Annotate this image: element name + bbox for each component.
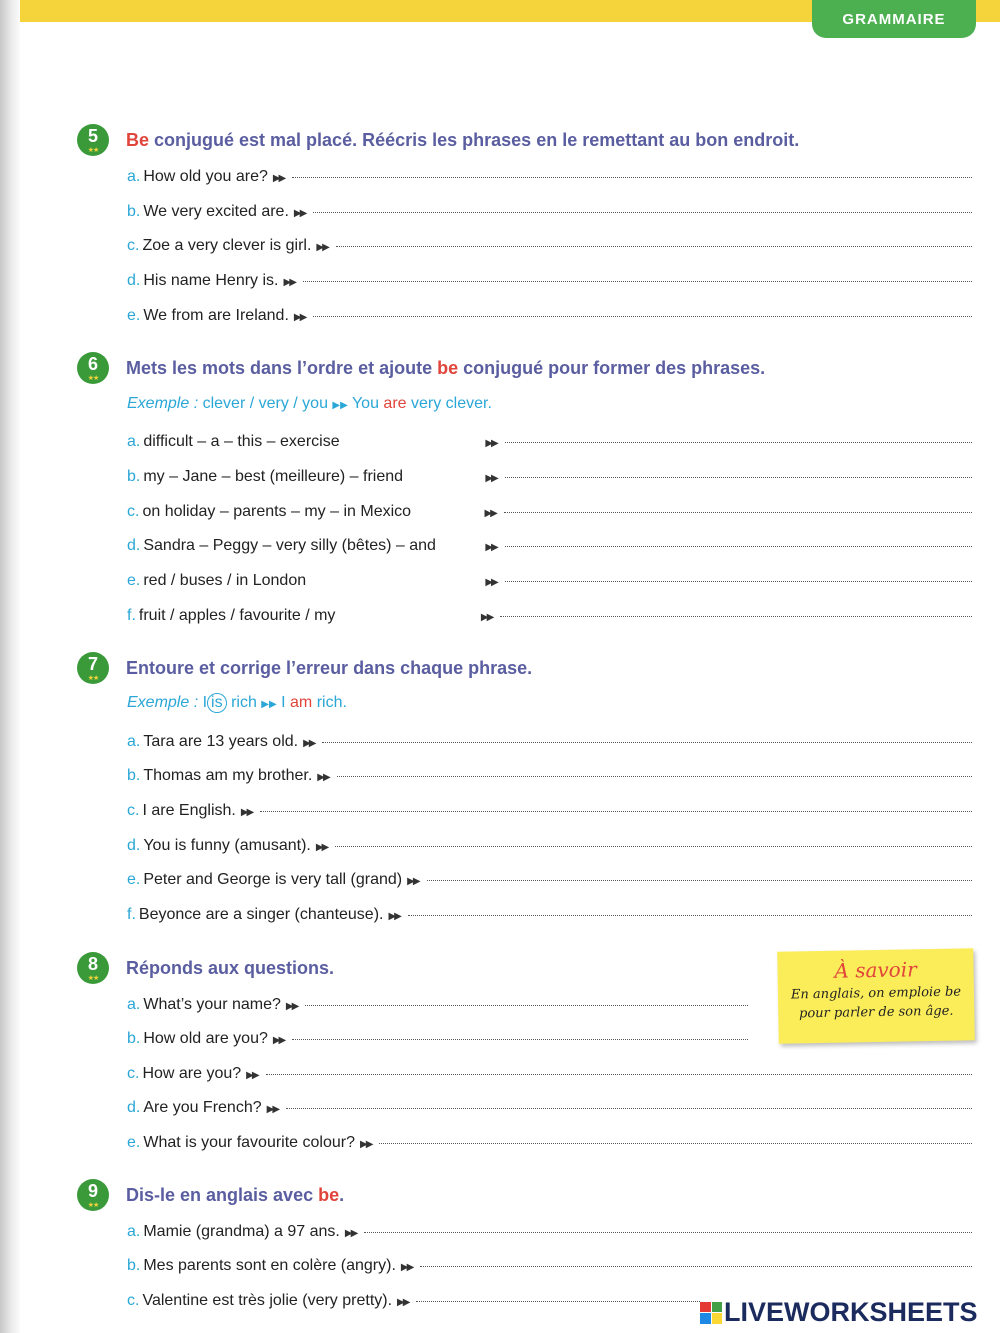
answer-row[interactable]: b. How old are you? ▶▶ — [127, 1030, 748, 1048]
arrow-icon: ▶▶ — [485, 542, 497, 553]
arrow-icon: ▶▶ — [397, 1297, 409, 1308]
arrow-icon: ▶▶ — [293, 312, 306, 323]
answer-row[interactable]: e. We from are Ireland. ▶▶ — [127, 307, 972, 325]
answer-line — [335, 846, 972, 847]
arrow-icon: ▶▶ — [266, 1104, 279, 1115]
arrow-icon: ▶▶ — [316, 242, 328, 253]
exercise-title: Réponds aux questions. — [126, 957, 335, 978]
exercise-title: Entoure et corrige l’erreur dans chaque phrase. — [126, 657, 533, 678]
arrow-icon: ▶▶ — [400, 1262, 413, 1273]
arrow-icon: ▶▶ — [360, 1139, 372, 1150]
answer-line — [292, 1039, 748, 1040]
answer-line — [427, 880, 972, 881]
answer-line — [286, 1108, 972, 1109]
answer-line — [305, 1005, 748, 1006]
difficulty-stars-icon: ★★ — [87, 375, 99, 382]
answer-line — [266, 1074, 972, 1075]
arrow-icon: ▶▶ — [480, 612, 493, 623]
difficulty-stars-icon: ★★ — [87, 1202, 99, 1209]
answer-row[interactable]: a. Tara are 13 years old. ▶▶ — [127, 733, 972, 751]
answer-row[interactable]: c. I are English. ▶▶ — [127, 802, 972, 820]
answer-row[interactable]: c. on holiday – parents – my – in Mexico ▶▶ — [127, 503, 972, 521]
difficulty-stars-icon: ★★ — [87, 975, 99, 982]
arrow-icon: ▶▶ — [317, 772, 329, 783]
exercise-9-header — [77, 1179, 344, 1211]
exercise-6-header — [77, 352, 765, 384]
answer-line — [500, 616, 972, 617]
answer-row[interactable]: e. red / buses / in London ▶▶ — [127, 572, 972, 590]
exercise-example: Exemple : I is rich ▶▶ I am rich. — [127, 694, 347, 711]
answer-row[interactable]: e. Peter and George is very tall (grand) ▶▶ — [127, 871, 972, 889]
arrow-icon: ▶▶ — [315, 842, 328, 853]
answer-line — [505, 546, 972, 547]
exercise-title: Mets les mots dans l’ordre et ajoute be conjugué pour former des phrases. — [126, 357, 766, 378]
arrow-icon: ▶▶ — [344, 1228, 357, 1239]
answer-row[interactable]: a. difficult – a – this – exercise ▶▶ — [127, 433, 972, 451]
arrow-icon: ▶▶ — [272, 173, 285, 184]
answer-row[interactable]: a. Mamie (grandma) a 97 ans. ▶▶ — [127, 1223, 972, 1241]
arrow-icon: ▶▶ — [246, 1070, 258, 1081]
answer-row[interactable]: e. What is your favourite colour? ▶▶ — [127, 1134, 972, 1152]
answer-row[interactable]: c. Valentine est très jolie (very pretty). ▶▶ — [127, 1292, 700, 1310]
answer-line — [337, 776, 972, 777]
answer-row[interactable]: a. How old you are? ▶▶ — [127, 168, 972, 186]
answer-line — [322, 742, 972, 743]
exercise-number-badge: 6 ★★ — [77, 352, 109, 384]
answer-row[interactable]: b. Mes parents sont en colère (angry). ▶▶ — [127, 1257, 972, 1275]
note-title: À savoir — [834, 957, 917, 983]
answer-line — [408, 915, 972, 916]
exercise-example: Exemple : clever / very / you ▶▶ You are very clever. — [127, 395, 492, 412]
arrow-icon: ▶▶ — [484, 508, 496, 519]
answer-row[interactable]: d. Sandra – Peggy – very silly (bêtes) – and ▶▶ — [127, 537, 972, 555]
answer-line — [364, 1232, 972, 1233]
exercise-title: Dis-le en anglais avec be. — [126, 1184, 345, 1205]
arrow-icon: ▶▶ — [407, 876, 419, 887]
answer-row[interactable]: a. What’s your name? ▶▶ — [127, 996, 748, 1014]
answer-line — [505, 442, 972, 443]
arrow-icon: ▶▶ — [293, 208, 306, 219]
exercise-number-badge: 9 ★★ — [77, 1179, 109, 1211]
a-savoir-note — [777, 948, 975, 1043]
exercise-number-badge: 8 ★★ — [77, 952, 109, 984]
arrow-icon: ▶▶ — [485, 438, 497, 449]
arrow-icon: ▶▶ — [240, 807, 253, 818]
answer-row[interactable]: b. Thomas am my brother. ▶▶ — [127, 767, 972, 785]
answer-row[interactable]: d. You is funny (amusant). ▶▶ — [127, 837, 972, 855]
answer-line — [505, 581, 972, 582]
arrow-icon: ▶▶ — [485, 577, 497, 588]
answer-row[interactable]: b. my – Jane – best (meilleure) – friend ▶▶ — [127, 468, 972, 486]
arrow-icon: ▶▶ — [303, 738, 315, 749]
exercise-8-header — [77, 952, 334, 984]
exercise-number-badge: 7 ★★ — [77, 652, 109, 684]
answer-line — [336, 246, 972, 247]
exercise-7-header — [77, 652, 532, 684]
answer-line — [416, 1301, 700, 1302]
arrow-icon: ▶▶ — [485, 473, 497, 484]
answer-line — [292, 177, 972, 178]
answer-row[interactable]: f. fruit / apples / favourite / my ▶▶ — [127, 607, 972, 625]
exercise-title: Be conjugué est mal placé. Réécris les phrases en le remettant au bon endroit. — [126, 129, 800, 150]
answer-line — [260, 811, 972, 812]
answer-line — [303, 281, 972, 282]
answer-row[interactable]: c. How are you? ▶▶ — [127, 1065, 972, 1083]
difficulty-stars-icon: ★★ — [87, 147, 99, 154]
answer-row[interactable]: b. We very excited are. ▶▶ — [127, 203, 972, 221]
arrow-icon: ▶▶ — [285, 1001, 298, 1012]
page-binding-edge — [0, 0, 20, 1333]
arrow-icon: ▶▶ — [283, 277, 295, 288]
section-tab: GRAMMAIRE — [812, 0, 976, 38]
answer-line — [505, 477, 972, 478]
answer-row[interactable]: f. Beyonce are a singer (chanteuse). ▶▶ — [127, 906, 972, 924]
difficulty-stars-icon: ★★ — [87, 675, 99, 682]
answer-line — [379, 1143, 972, 1144]
answer-line — [313, 316, 972, 317]
logo-icon — [700, 1302, 722, 1324]
arrow-icon: ▶▶ — [272, 1035, 285, 1046]
answer-row[interactable]: c. Zoe a very clever is girl. ▶▶ — [127, 237, 972, 255]
answer-row[interactable]: d. His name Henry is. ▶▶ — [127, 272, 972, 290]
exercise-5-header — [77, 124, 799, 156]
answer-row[interactable]: d. Are you French? ▶▶ — [127, 1099, 972, 1117]
answer-line — [420, 1266, 972, 1267]
arrow-icon: ▶▶ — [388, 911, 400, 922]
note-body: En anglais, on emploie be pour parler de son âge. — [790, 984, 962, 1022]
answer-line — [313, 212, 972, 213]
liveworksheets-logo[interactable]: LIVEWORKSHEETS — [700, 1297, 978, 1328]
answer-line — [504, 512, 972, 513]
exercise-number-badge: 5 ★★ — [77, 124, 109, 156]
